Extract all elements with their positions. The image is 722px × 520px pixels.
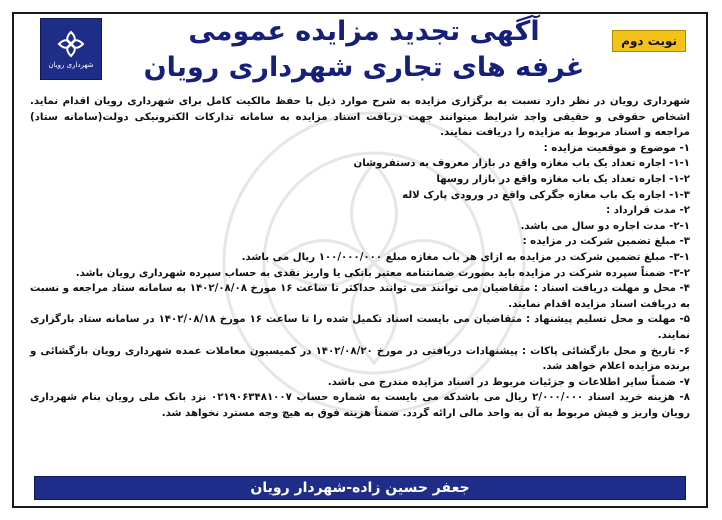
body-line: ۳-۱- مبلغ تضمین شرکت در مزایده به ازای هر باب مغازه مبلغ ۱۰۰/۰۰۰/۰۰۰ ریال می باشد. <box>241 251 690 263</box>
body-line: ۸- هزینه خرید اسناد ۲/۰۰۰/۰۰۰ ریال می باشدکه می بایست به شماره حساب ۰۲۱۹۰۶۳۴۸۱۰۰۷ نزد بانک ملی رویان بنام شهرداری رویان واریز و فیش مربوط به آن به واحد مالی ارائه گردد. ضمناً هزینه فوق به هیچ وجه مسترد نخواهد شد. <box>30 392 690 419</box>
logo-emblem-icon <box>56 29 86 59</box>
body-line: ۳- مبلغ تضمین شرکت در مزایده : <box>522 236 690 248</box>
body-line: ۱-۳- اجاره یک باب مغازه جگرکی واقع در ورودی پارک لاله <box>402 189 690 201</box>
logo-text: شهرداری رویان <box>48 61 94 69</box>
body-line: ۲-۱- مدت اجاره دو سال می باشد. <box>520 220 690 232</box>
body-intro: شهرداری رویان در نظر دارد نسبت به برگزاری مزایده به شرح موارد ذیل با حفظ مالکیت کامل برای شهرداری رویان اقدام نماید. اشخاص حقوقی و حقیقی واجد شرایط میتوانند جهت دریافت اسناد مزایده به سامانه تدارکات الکترونیکی دولت(سامانه ستاد) مراجعه و اسناد مربوط به مزایده را دریافت نمایند. <box>30 96 690 139</box>
edition-badge: نوبت دوم <box>612 30 686 52</box>
body-line: ۱-۱- اجاره تعداد یک باب مغازه واقع در بازار معروف به دستفروشان <box>353 158 690 170</box>
notice-body <box>30 94 690 421</box>
body-line: ۳-۲- ضمناً سپرده شرکت در مزایده باید بصورت ضمانتنامه معتبر بانکی یا واریز نقدی به حساب سپرده شهرداری رویان باشد. <box>75 267 690 279</box>
notice-subtitle: غرفه های تجاری شهرداری رویان <box>143 52 585 83</box>
body-line: ۶- تاریخ و محل بازگشائی پاکات : پیشنهادات دریافتی در مورخ ۱۴۰۲/۰۸/۲۰ در کمیسیون معاملات عمده شهرداری رویان بازگشائی و برنده مزایده اعلام خواهد شد. <box>30 345 691 373</box>
body-line: ۱- موضوع و موقعیت مزایده : <box>543 142 690 154</box>
body-line: ۲- مدت قرارداد : <box>606 205 690 217</box>
notice-title: آگهی تجدید مزایده عمومی <box>188 16 540 47</box>
body-line: ۵- مهلت و محل تسلیم پیشنهاد : متقاضیان می بایست اسناد تکمیل شده را تا ساعت ۱۶ مورخ ۱۴۰۲/۰۸/۱۸ در سامانه ستاد بارگزاری نمایند. <box>30 314 691 341</box>
body-line: ۱-۲- اجاره تعداد یک باب مغازه واقع در بازار روسها <box>436 173 690 185</box>
municipality-logo <box>40 18 102 80</box>
body-line: ۴- محل و مهلت دریافت اسناد : متقاضیان می توانند می توانند حداکثر تا ساعت ۱۶ مورخ ۱۴۰۲/۰۸/۰۸ به سامانه ستاد مراجعه و نسبت به دریافت اسناد مزایده اقدام نمایند. <box>30 283 691 310</box>
body-line: ۷- ضمناً سایر اطلاعات و جزئیات مربوط در اسناد مزایده مندرج می باشد. <box>327 376 690 388</box>
signature-bar: جعفر حسین زاده-شهردار رویان <box>34 476 686 500</box>
notice-frame <box>12 12 708 508</box>
